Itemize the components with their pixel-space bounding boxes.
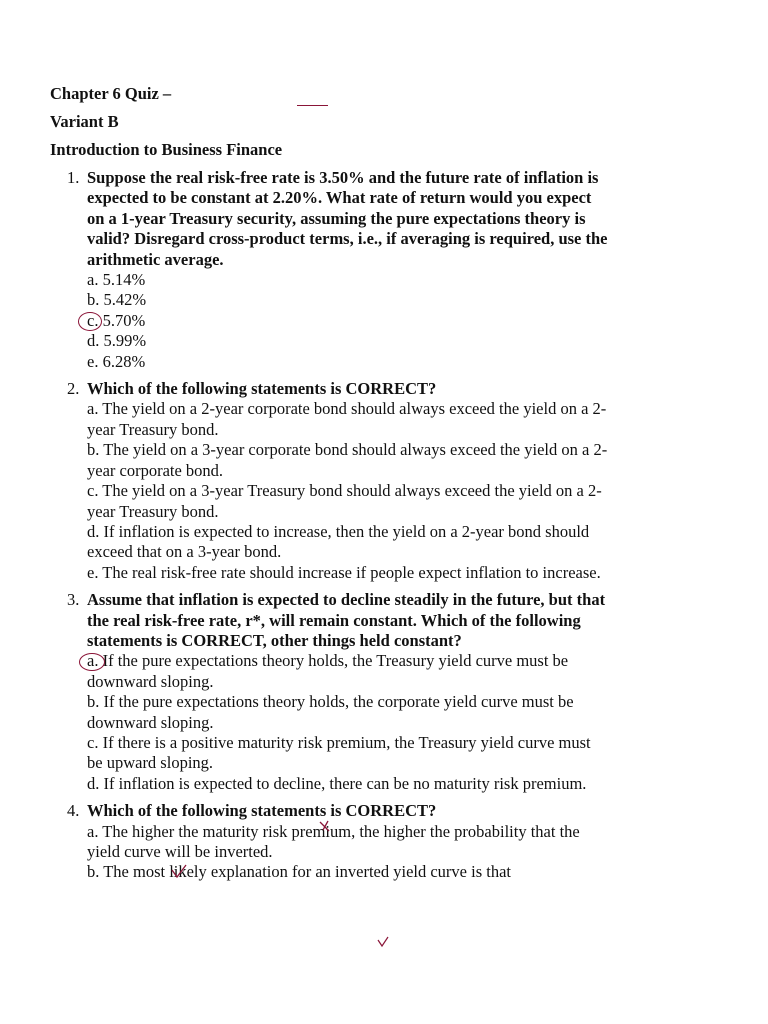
option-text: If the pure expectations theory holds, the corporate yield curve must be downward sloping. [87,692,574,732]
option-letter: a. [87,270,99,290]
option-e [87,563,610,583]
quiz-variant: Variant B [50,112,119,131]
option-text: 5.14% [102,270,146,290]
option-c [87,311,610,331]
option-b [87,692,610,733]
option-a [87,822,610,863]
option-a [87,399,610,440]
question-4 [50,801,610,883]
question-2 [50,379,610,583]
option-letter: a. [87,399,99,419]
question-text: Suppose the real risk-free rate is 3.50% and the future rate of inflation is expected to be constant at 2.20%. What rate of return would you expect on a 1-year Treasury security, assuming the pure expectations theory is valid? Disregard cross-product terms, i.e., if averaging is required, use the arithmetic average. [87,168,608,269]
option-b [87,440,610,481]
question-3 [50,590,610,794]
option-text: The yield on a 3-year Treasury bond should always exceed the yield on a 2-year Treasury bond. [87,481,602,521]
option-e [87,352,610,372]
option-text: 5.42% [103,290,147,310]
question-text: Assume that inflation is expected to decline steadily in the future, but that the real risk-free rate, r*, will remain constant. Which of the following statements is CORRECT, other things held constant? [87,590,606,650]
option-text: The yield on a 3-year corporate bond should always exceed the yield on a 2-year corporate bond. [87,440,608,480]
option-letter: b. [87,862,100,882]
option-letter: c. [87,310,99,330]
option-text: The higher the maturity risk premium, the higher the probability that the yield curve will be inverted. [87,821,580,861]
option-letter: b. [87,290,100,310]
option-letter: d. [87,773,100,793]
option-letter: b. [87,440,100,460]
option-letter: e. [87,351,99,371]
option-d [87,522,610,563]
option-text: The most likely explanation for an inverted yield curve is that [103,862,511,882]
course-title: Introduction to Business Finance [50,140,283,159]
option-letter: d. [87,331,100,351]
question-text: Which of the following statements is CORRECT? [87,801,437,821]
option-c [87,481,610,522]
quiz-page [50,84,610,890]
option-text: The real risk-free rate should increase if people expect inflation to increase. [102,562,601,582]
checkmark-icon [376,935,390,949]
question-number: 3. [67,590,80,610]
option-letter: d. [87,521,100,541]
question-text: Which of the following statements is CORRECT? [87,379,437,399]
option-text: 5.70% [102,310,146,330]
option-d [87,774,610,794]
option-b [87,862,610,882]
option-text: If the pure expectations theory holds, the Treasury yield curve must be downward sloping. [87,651,569,691]
question-number: 2. [67,379,80,399]
option-text: If inflation is expected to decline, there can be no maturity risk premium. [103,773,587,793]
question-number: 1. [67,168,80,187]
option-a [87,270,610,290]
option-text: 6.28% [102,351,146,371]
option-text: 5.99% [103,331,147,351]
option-b [87,290,610,310]
option-letter: e. [87,562,99,582]
question-number: 4. [67,801,80,821]
option-a [87,651,610,692]
option-text: If inflation is expected to increase, then the yield on a 2-year bond should exceed that on a 3-year bond. [87,521,590,562]
option-text: If there is a positive maturity risk premium, the Treasury yield curve must be upward sloping. [87,732,591,773]
option-d [87,331,610,351]
option-letter: c. [87,732,99,752]
ink-underline-mark [297,105,328,106]
option-letter: a. [87,651,99,671]
option-letter: a. [87,821,99,841]
option-letter: b. [87,692,100,712]
option-c [87,733,610,774]
option-text: The yield on a 2-year corporate bond should always exceed the yield on a 2-year Treasury bond. [87,399,607,439]
question-list [50,168,610,883]
quiz-title: Chapter 6 Quiz – [50,84,172,103]
option-letter: c. [87,481,99,501]
question-1 [50,168,610,372]
